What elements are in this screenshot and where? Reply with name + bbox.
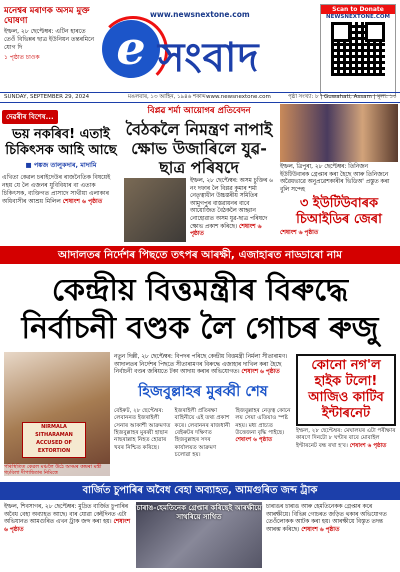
- left-story-byline: ■ পঙ্কজ তালুকদাৰ, মাদামি: [25, 161, 97, 169]
- photo-placard: NIRMALA SITHARAMAN ACCUSED OF EXTORTION: [22, 422, 86, 458]
- bottom-center-overlay: চাৰাঙ-হেমতিনেক গ্ৰেপ্তাৰ কৰিছেই আৰক্ষীয়ে সাথৰিয়ে সাথিত: [136, 504, 262, 521]
- center-story-photo: [124, 178, 186, 242]
- qr-code-icon: [331, 22, 385, 76]
- main-story-more-link[interactable]: শেষাংশ ৬ পৃষ্ঠাত: [241, 369, 280, 376]
- right-story-body: ইম্ফল, ত্ৰিপুৰা, ২৮ ছেপ্টেম্বৰ: তিনিজন ইউটিউবাৰক গ্ৰেপ্তাৰ কৰা হৈছে আৰু তিনিজনে অৱৈধভাৱে অনুপ্ৰৱেশকাৰীৰ ভিডিঅ' প্ৰস্তুত কৰা বুলি সন্দেহ: [280, 164, 390, 193]
- left-story-body: [2, 174, 120, 206]
- dateline-site[interactable]: www.newsnextone.com: [206, 94, 271, 100]
- right-top-story[interactable]: [280, 104, 398, 244]
- hezbollah-columns: [114, 408, 292, 460]
- photo-caption: পৰিস্থিতিত কেৱল মঞ্চলৈ উঠে অসমৰ কন্দ্ৰৰা মন্ত্ৰী গঢ়বিলা দীপান্বিতাৰ নিমিত্তে: [4, 464, 110, 476]
- logo[interactable]: [96, 12, 316, 82]
- left-story-text: এখিতা কেৱল চৰাইদেউৰ ৰাজনৈতিক বিষয়েই নহয় যে লৈ এজনৰ যুবিবিধাৰ বা এতাক চিকিৎসক, ব্যক্তিগত প্ৰাসাদে সাথীয়া এলাকাৰ অধিবাসীৰ আশ্ৰয় মিলিল: [2, 174, 111, 205]
- site-url[interactable]: www.newsnextone.com: [150, 10, 250, 19]
- donate-url: NEWSNEXTONE.COM: [325, 14, 391, 20]
- hezbollah-col-1: বেইৰুট, ২৮ ছেপ্টেম্বৰ: লেবাননত ইজৰাইলী সেনাৰ আকাশী আক্ৰমণত হিজবুল্লাহৰ মুৰব্বী হাছান নাছৰাল্লাহ নিহত হোৱাৰ খবৰ নিশ্চিত কৰিছে।: [114, 407, 171, 451]
- donate-qr-box[interactable]: [320, 4, 396, 96]
- left-story-headline: ভয় নকৰিব! এতাই চিকিৎসক আহি আছে: [5, 127, 117, 158]
- ear-left-headline: মনেশ্বৰ মৰাণক অসম মুক্ত ঘোষণা: [4, 6, 90, 26]
- center-story-body: [190, 178, 274, 239]
- hezbollah-headline[interactable]: হিজবুল্লাহৰ মুৰব্বী শেষ: [138, 383, 268, 400]
- main-story-lead-text: নতুন দিল্লী, ২৮ ছেপ্টেম্বৰ: বিপদৰ পৰিছে কেন্দ্ৰীয় বিত্তমন্ত্ৰী নিৰ্মলা সীতাৰামণ। আদালতৰ নিৰ্দেশৰ পিছতে সীতাৰামণৰ বিৰুদ্ধে এজাহাৰ দাখিল কৰা হৈছে নিৰ্বাচনী বণ্ডৰ জৰিয়তে টকা আদায় কৰাৰ অভিযোগত।: [114, 354, 288, 376]
- donate-label: Scan to Donate: [321, 5, 395, 14]
- hezbollah-more-link[interactable]: শেষাংশ ৬ পৃষ্ঠাত: [235, 437, 273, 444]
- right-box-text: ইম্ফল, ২৮ ছেপ্টেম্বৰ: মেঘালয়ৰ এটা পৰীক্ষাৰ কাৰণে দিনটো ৮ ঘণ্টাৰ বাবে মোবাইল ইণ্টাৰনেট বন্ধ ৰখা হ'ব।: [296, 428, 396, 449]
- logo-wordmark: সংবাদ: [158, 35, 260, 81]
- main-story-lead: [114, 354, 292, 377]
- red-strip-headline[interactable]: আদালতৰ নিৰ্দেশৰ পিছতে তৎপৰ আৰক্ষী, এজাহাৰত নাড্ডাৰো নাম: [0, 246, 400, 264]
- bottom-left-story[interactable]: [4, 504, 132, 534]
- dateline-date: SUNDAY, SEPTEMBER 29, 2024: [4, 94, 90, 100]
- bottom-right-more-link[interactable]: শেষাংশ ৬ পৃষ্ঠাত: [301, 526, 340, 533]
- bottom-right-story[interactable]: [266, 504, 396, 534]
- dateline: [0, 92, 400, 103]
- bottom-left-text: ইম্ফল, শিবসাগৰ, ২৮ ছেপ্টেম্বৰ: মুদ্ৰিত বাৰ্জিত চুপাৰিৰ অবৈধ বেহা অব্যাহত আছে। বাৰ যোৱা কেইদিনত এটা অভিযানত আমগুৰিত এখন ট্ৰাক জব্দ কৰা হয়।: [4, 504, 129, 526]
- main-story-body[interactable]: [114, 354, 292, 484]
- dateline-mid: মঙলবাৰ, ১৩ আহিন, ১৯৪৬ শকাব্দ: [128, 94, 206, 100]
- center-story-headline: বৈঠকলৈ নিমন্ত্ৰণ নাপাই ক্ষোভ উজাৰিলে যুৱ-ছাত্ৰ পৰিষদে: [125, 120, 273, 177]
- dateline-right: পৃষ্ঠা সংখ্যা: ৮ | Guwahati, Assam | মূল্য: ১০: [288, 94, 397, 100]
- main-headline[interactable]: কেন্দ্ৰীয় বিত্তমন্ত্ৰীৰ বিৰুদ্ধে নিৰ্বাচনী বণ্ডক লৈ গোচৰ ৰুজু: [21, 273, 379, 346]
- left-story-tag: দেৱৰীৰ বিশেষ...: [2, 110, 58, 124]
- logo-e-letter: e: [102, 20, 160, 78]
- main-story-photo: [4, 352, 110, 476]
- masthead: [0, 0, 400, 100]
- right-story-more-link[interactable]: শেষাংশ ৬ পৃষ্ঠাত: [280, 230, 319, 237]
- center-story-kicker: বিপ্লৱ শৰ্মা আয়োগৰ প্ৰতিবেদন: [147, 106, 251, 116]
- right-box-more-link[interactable]: শেষাংশ ৬ পৃষ্ঠাত: [349, 442, 387, 449]
- hezbollah-col-3-text: হিজবুল্লাহৰ নেতৃত্ব কোনে লয় সেয়া এতিয়াও স্পষ্ট নহয়। মধ্য প্ৰাচ্যত উত্তেজনা বৃদ্ধি পাইছে।: [235, 407, 291, 436]
- right-box-story[interactable]: [296, 354, 396, 480]
- left-story[interactable]: [2, 104, 120, 244]
- right-box-body: [296, 428, 396, 450]
- right-box-headline: কোনো নগ'ল হাইক টলো! আজিও কাটিব ইন্টাৰনেট: [296, 354, 396, 426]
- bottom-left-more-link[interactable]: শেষাংশ ৬ পৃষ্ঠাত: [4, 519, 131, 533]
- right-story-headline: ৩ ইউটিউবাৰক চিআইডিৰ জেৰা: [296, 196, 382, 228]
- ear-left-story[interactable]: [4, 6, 96, 90]
- hezbollah-col-2: ইজৰাইলী প্ৰতিৰক্ষা বাহিনীয়ে এই তথ্য প্ৰকাশ কৰে। লেবাননৰ ৰাজধানী বেইৰুটৰ দক্ষিণত হিজবুল্লাহৰ সদৰ কাৰ্যালয়ত আক্ৰমণ চলোৱা হয়।: [174, 407, 231, 459]
- left-story-more-link[interactable]: শেষাংশ ৬ পৃষ্ঠাত: [62, 198, 103, 205]
- bottom-center-photo[interactable]: [136, 502, 262, 568]
- bottom-right-text: চাৰাঙৰ চাৰাঙ আৰু হেমতিনেকক গ্ৰেপ্তাৰ কৰে আৰক্ষীয়ে। বিভিন্ন গোচৰত জড়িত থকাৰ অভিযোগত তেওঁলোকক আটক কৰা হয়। আৰক্ষীয়ে বিস্তৃত তদন্ত আৰম্ভ কৰিছে।: [266, 504, 387, 533]
- bottom-band-headline[interactable]: বাৰ্জিত চুপাৰিৰ অবৈধ বেহা অব্যাহত, আমগুৰিত জব্দ ট্ৰাক: [0, 482, 400, 500]
- ear-left-body: ইম্ফল, ২৮ ছেপ্টেম্বৰ: এটিন হাৰতে তেওঁ বিভিন্নৰ ছাত্ৰ ইউনিয়ন তন্তৰমিনে যোগ দি: [4, 28, 95, 51]
- right-story-photo: [280, 104, 398, 162]
- center-story-text: ইম্ফল, ২৮ ছেপ্টেম্বৰ: অসম চুক্তিৰ ৬ নং দফাৰ লৈ বিপ্লৱ কুমাৰ শৰ্মা নেতৃত্বাধীন উচ্চস্তৰীয় সমিতিৰ আমুগপুৰ বাস্তৱায়নৰ বাবে আয়োজিত বৈঠকলৈ আহ্বান নোহোৱাত অসম যুৱ-ছাত্ৰ পৰিষদে ক্ষোভ প্ৰকাশ কৰিছে।: [190, 178, 273, 230]
- center-top-story[interactable]: [124, 104, 274, 244]
- hezbollah-col-3: [235, 408, 292, 460]
- ear-left-more-link[interactable]: ১ পৃষ্ঠাত চাওক: [4, 54, 40, 61]
- center-story-more-link[interactable]: শেষাংশ ৬ পৃষ্ঠাত: [190, 223, 262, 238]
